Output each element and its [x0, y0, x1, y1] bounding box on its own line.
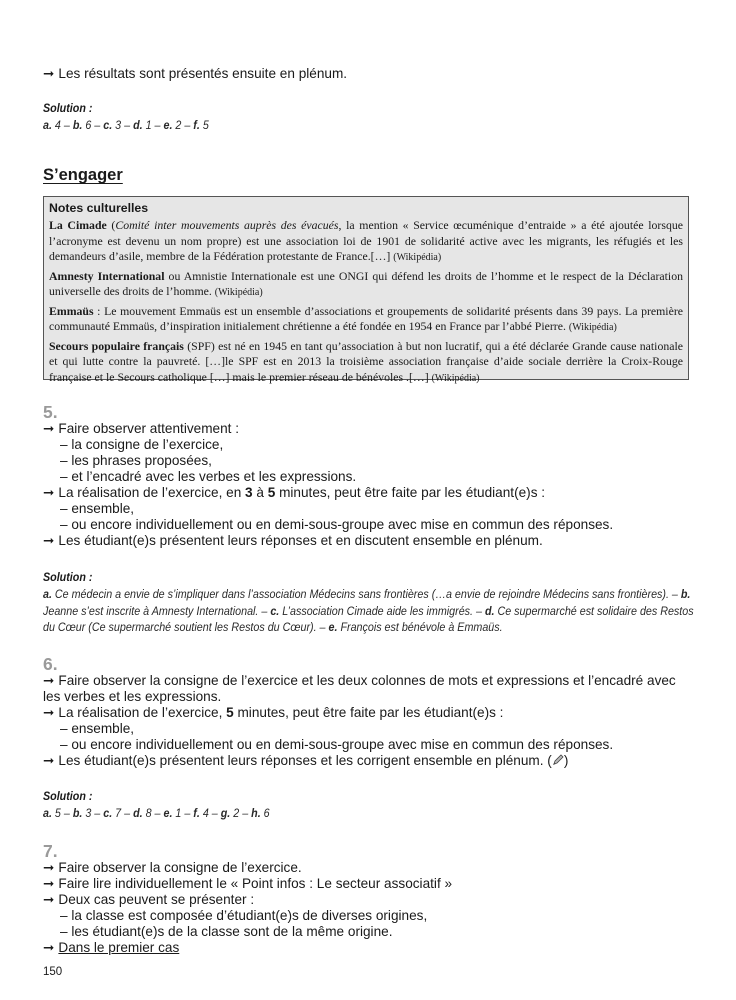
cultural-notes-box [43, 196, 689, 384]
exercise-7-number: 7. [43, 841, 58, 861]
section-title: S’engager [43, 166, 123, 184]
arrow-icon: ➞ [43, 940, 55, 955]
note-amnesty: Amnesty International ou Amnistie Internationale est une ONGI qui défend les droits de l’homme et le respect de la Déclaration universelle des droits de l’homme. (Wikipédia) [49, 268, 683, 298]
intro-line: ➞ Les résultats sont présentés ensuite en plénum. [43, 66, 348, 81]
exercise-6-instructions: ➞ Faire observer la consigne de l’exercice et les deux colonnes de mots et expressions et l’encadré avec les verbes et les expressions. ➞ La réalisation de l’exercice, 5 minutes, peut être faite par les étudiant(e)s : – ensemble, – ou encore individuellement ou en demi-sous-groupe avec mise en commun des réponses. ➞ Les étudiant(e)s présentent leurs réponses et les corrigent ensemble en plénum. ( ) [43, 673, 676, 768]
exercise-7-instructions: ➞ Faire observer la consigne de l’exercice. ➞ Faire lire individuellement le « Point infos : Le secteur associatif » ➞ Deux cas peuvent se présenter : – la classe est composée d’étudiant(e)s de diverses origines, – les étudiant(e)s de la classe sont de la même origine. ➞ Dans le premier cas [43, 860, 453, 955]
page-number: 150 [43, 966, 63, 978]
arrow-icon: ➞ [43, 753, 55, 768]
arrow-icon: ➞ [43, 892, 55, 907]
pencil-icon [552, 754, 564, 766]
note-emmaus: Emmaüs : Le mouvement Emmaüs est un ensemble d’associations et groupements de solidarité présents dans 39 pays. La première communauté Emmaüs, d’inspiration initialement chrétienne a été fondée en 1954 en France par l’abbé Pierre. (Wikipédia) [49, 303, 683, 333]
exercise-5-solution: a. Ce médecin a envie de s’impliquer dans l’association Médecins sans frontières (…a envie de rejoindre Médecins sans frontières). – b. Jeanne s’est inscrite à Amnesty International. – c. L’association Cimade aide les immigrés. – d. Ce supermarché est solidaire des Restos du Cœur (Ce supermarché soutient les Restos du Cœur). – e. François est bénévole à Emmaüs. [43, 587, 694, 634]
exercise-6-solution: a. 5 – b. 3 – c. 7 – d. 8 – e. 1 – f. 4 – g. 2 – h. 6 [43, 806, 270, 820]
exercise-5-instructions: ➞ Faire observer attentivement : – la consigne de l’exercice, – les phrases proposées, – et l’encadré avec les verbes et les expressions. ➞ La réalisation de l’exercice, en 3 à 5 minutes, peut être faite par les étudiant(e)s : – ensemble, – ou encore individuellement ou en demi-sous-groupe avec mise en commun des réponses. ➞ Les étudiant(e)s présentent leurs réponses et en discutent ensemble en plénum. [43, 421, 614, 548]
arrow-icon: ➞ [43, 533, 55, 548]
arrow-icon: ➞ [43, 421, 55, 436]
solution-label: Solution : [43, 570, 93, 584]
arrow-icon: ➞ [43, 860, 55, 875]
notes-title: Notes culturelles [49, 201, 149, 215]
arrow-icon: ➞ [43, 876, 55, 891]
solution-label: Solution : [43, 789, 93, 803]
arrow-icon: ➞ [43, 673, 55, 688]
arrow-icon: ➞ [43, 705, 55, 720]
solution-label: Solution : [43, 101, 93, 115]
note-secours-populaire: Secours populaire français (SPF) est né en 1945 en tant qu’association à but non lucratif, qui a été déclarée Grande cause nationale et qui lutte contre la pauvreté. […]le SPF est en 2013 la troisième association française d’aide sociale derrière la Croix-Rouge française et le Secours catholique […] mais le premier réseau de bénévoles .[…] (Wikipédia) [49, 338, 683, 384]
arrow-icon: ➞ [43, 66, 55, 81]
exercise-6-number: 6. [43, 654, 58, 674]
exercise-5-number: 5. [43, 402, 58, 422]
arrow-icon: ➞ [43, 485, 55, 500]
solution-answers: a. 4 – b. 6 – c. 3 – d. 1 – e. 2 – f. 5 [43, 118, 209, 132]
note-cimade: La Cimade (Comité inter mouvements auprès des évacués, la mention « Service œcuménique d’entraide » a été ajoutée lorsque l’acronyme est devenu un nom propre) est une association loi de 1901 de solidarité active avec les migrants, les réfugiés et les demandeurs d’asile, membre de la Fédération protestante de France.[…] (Wikipédia) [49, 218, 683, 263]
